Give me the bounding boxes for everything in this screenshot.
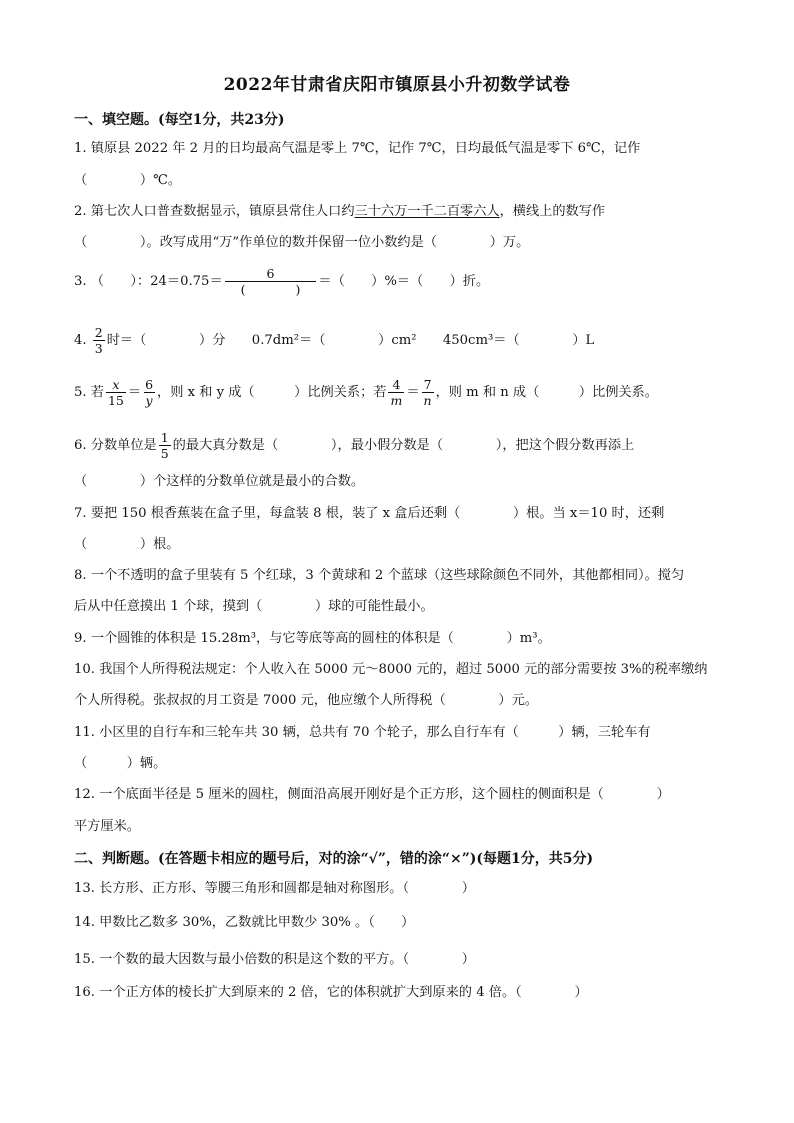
- question-12-line-1: 12. 一个底面半径是 5 厘米的圆柱，侧面沿高展开刚好是个正方形，这个圆柱的侧面积是（ ）: [74, 787, 670, 802]
- question-11-line-2: （ ）辆。: [74, 756, 167, 771]
- question-5-f4-denominator: n: [423, 393, 432, 408]
- question-13: 13. 长方形、正方形、等腰三角形和圆都是轴对称图形。（ ）: [74, 881, 475, 896]
- question-4-text: 时＝（ ）分 0.7dm²＝（ ）cm² 450cm³＝（ ）L: [106, 333, 595, 348]
- question-7-line-2: （ ）根。: [74, 537, 180, 552]
- question-8-line-2: 后从中任意摸出 1 个球，摸到（ ）球的可能性最小。: [74, 599, 434, 614]
- section-fill-blank-heading: 一、填空题。(每空1分，共23分): [74, 112, 285, 128]
- question-1-line-1: 1. 镇原县 2022 年 2 月的日均最高气温是零上 7℃，记作 7℃，日均最低气温是零下 6℃，记作: [74, 141, 641, 156]
- question-5-f2-numerator: 6: [145, 377, 154, 392]
- question-5-fraction-6-y: [143, 377, 155, 408]
- question-3-start: 3. （ ）：24＝0.75＝: [74, 274, 223, 289]
- question-14: 14. 甲数比乙数多 30%，乙数就比甲数少 30% 。（ ）: [74, 915, 415, 930]
- question-5-f3-denominator: m: [390, 393, 403, 408]
- question-5-fraction-7-n: [422, 377, 434, 408]
- question-4-fraction: [93, 325, 105, 356]
- question-5-middle: ，则 x 和 y 成（ ）比例关系；若: [157, 385, 387, 400]
- question-2-line-2: （ ）。改写成用“万”作单位的数并保留一位小数约是（ ）万。: [74, 235, 530, 250]
- question-2-text-end: ，横线上的数写作: [499, 204, 606, 219]
- question-3-fraction-denominator: ( ): [225, 281, 317, 297]
- question-2-text-start: 2. 第七次人口普查数据显示，镇原县常住人口约: [74, 204, 355, 219]
- section-true-false-heading: 二、判断题。(在答题卡相应的题号后，对的涂“√”，错的涂“×”)(每题1分，共5分): [74, 851, 594, 867]
- question-4-fraction-denominator: 3: [94, 341, 103, 356]
- question-6-fraction-numerator: 1: [160, 430, 169, 445]
- question-5-equals-2: ＝: [406, 385, 420, 400]
- question-4: [74, 325, 594, 356]
- question-5-end: ，则 m 和 n 成（ ）比例关系。: [435, 385, 658, 400]
- question-1-line-2: （ ）℃。: [74, 173, 182, 188]
- question-3-end: ＝（ ）%＝（ ）折。: [318, 274, 490, 289]
- question-5-f1-denominator: 15: [107, 393, 124, 408]
- question-11-line-1: 11. 小区里的自行车和三轮车共 30 辆，总共有 70 个轮子，那么自行车有（ ）辆，三轮车有: [74, 725, 651, 740]
- question-5-equals-1: ＝: [127, 385, 142, 400]
- question-5-start: 5. 若: [74, 385, 104, 400]
- question-5-fraction-4-m: [388, 377, 404, 408]
- question-5-fraction-x-15: [106, 377, 126, 408]
- question-3: [74, 266, 489, 297]
- question-3-fraction-numerator: 6: [266, 266, 275, 281]
- question-4-fraction-numerator: 2: [94, 325, 103, 340]
- question-10-line-1: 10. 我国个人所得税法规定：个人收入在 5000 元～8000 元的，超过 5000 元的部分需要按 3%的税率缴纳: [74, 662, 708, 677]
- question-4-number: 4.: [74, 333, 87, 348]
- question-7-line-1: 7. 要把 150 根香蕉装在盒子里，每盒装 8 根，装了 x 盒后还剩（ ）根。当 x＝10 时，还剩: [74, 506, 665, 521]
- question-2-line-1: [74, 203, 605, 221]
- question-6-fraction: [159, 430, 171, 461]
- question-5-f4-numerator: 7: [423, 377, 432, 392]
- question-5: [74, 377, 658, 408]
- question-6-line-1: [74, 430, 634, 461]
- question-6-fraction-denominator: 5: [160, 446, 169, 461]
- question-5-f2-denominator: y: [145, 393, 153, 408]
- question-3-fraction: [225, 266, 317, 297]
- question-9: 9. 一个圆锥的体积是 15.28m³，与它等底等高的圆柱的体积是（ ）m³。: [74, 631, 551, 646]
- question-10-line-2: 个人所得税。张叔叔的月工资是 7000 元，他应缴个人所得税（ ）元。: [74, 693, 538, 708]
- question-5-f3-numerator: 4: [392, 377, 401, 392]
- question-6-line-2: （ ）个这样的分数单位就是最小的合数。: [74, 474, 365, 489]
- question-12-line-2: 平方厘米。: [74, 819, 140, 834]
- question-15: 15. 一个数的最大因数与最小倍数的积是这个数的平方。（ ）: [74, 952, 475, 967]
- question-8-line-1: 8. 一个不透明的盒子里装有 5 个红球，3 个黄球和 2 个蓝球（这些球除颜色不同外，其他都相同）。搅匀: [74, 568, 685, 583]
- question-5-f1-numerator: x: [112, 377, 120, 392]
- question-2-underlined-number: 三十六万一千二百零六人: [354, 204, 500, 219]
- question-6-text: 的最大真分数是（ ），最小假分数是（ ），把这个假分数再添上: [172, 438, 635, 453]
- question-16: 16. 一个正方体的棱长扩大到原来的 2 倍，它的体积就扩大到原来的 4 倍。（ ）: [74, 985, 588, 1000]
- question-6-start: 6. 分数单位是: [74, 438, 157, 453]
- page-title: 2022年甘肃省庆阳市镇原县小升初数学试卷: [223, 75, 571, 95]
